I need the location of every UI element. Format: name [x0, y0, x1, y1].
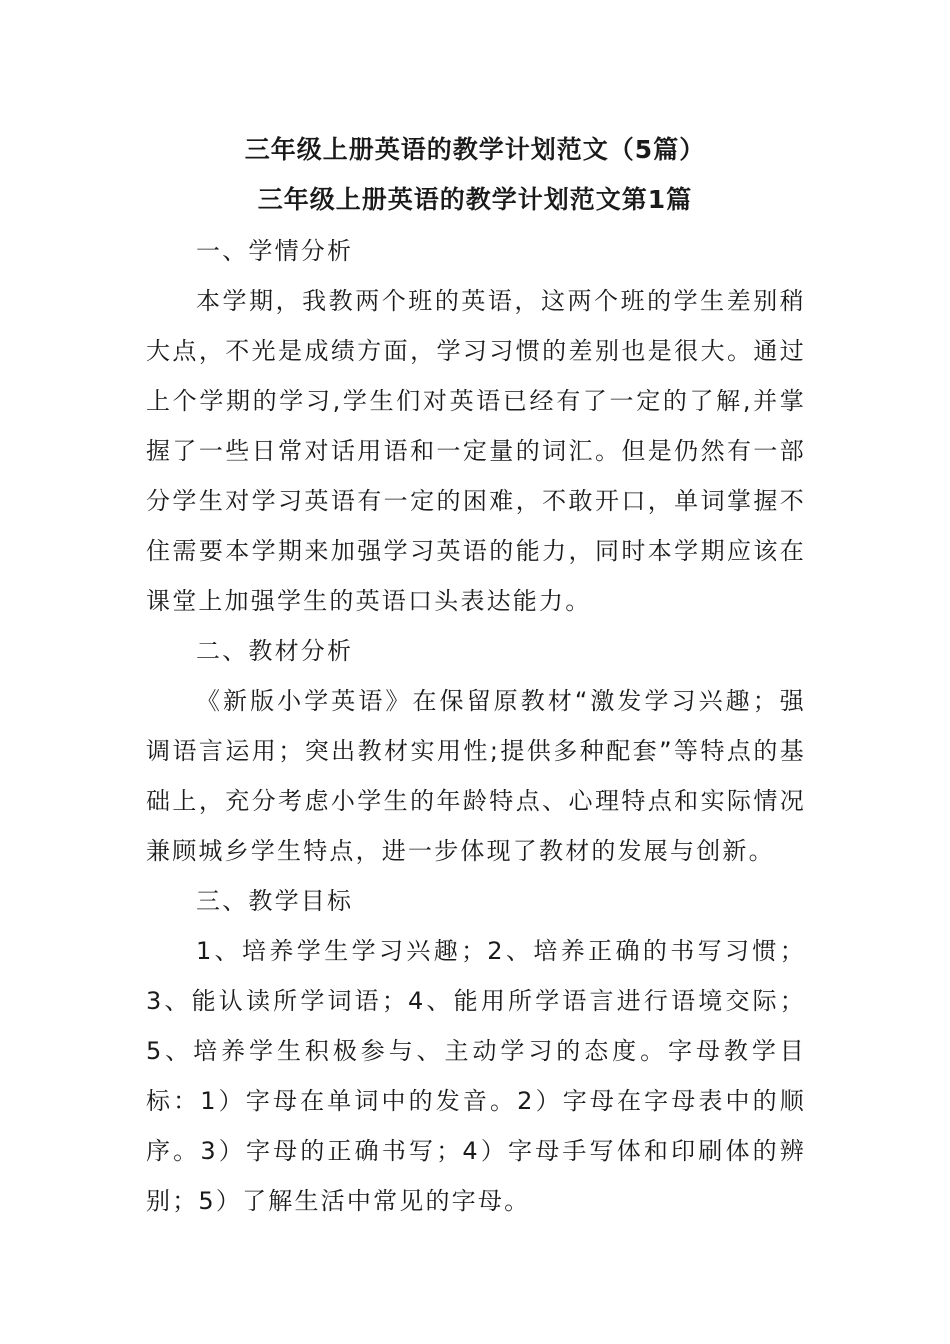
- section-heading-textbook-analysis: 二、教材分析: [196, 637, 354, 665]
- section-paragraph-textbook-analysis: 《新版小学英语》在保留原教材“激发学习兴趣；强调语言运用；突出教材实用性;提供多种配套”等特点的基础上，充分考虑小学生的年龄特点、心理特点和实际情况兼顾城乡学生特点，进一步体现了教材的发展与创新。: [146, 687, 806, 865]
- section-paragraph-learning-analysis: 本学期，我教两个班的英语，这两个班的学生差别稍大点，不光是成绩方面，学习习惯的差别也是很大。通过上个学期的学习,学生们对英语已经有了一定的了解,并掌握了一些日常对话用语和一定量的词汇。但是仍然有一部分学生对学习英语有一定的困难，不敢开口，单词掌握不住需要本学期来加强学习英语的能力，同时本学期应该在课堂上加强学生的英语口头表达能力。: [146, 287, 806, 615]
- section-paragraph-teaching-goals: 1、培养学生学习兴趣；2、培养正确的书写习惯；3、能认读所学词语；4、能用所学语言进行语境交际；5、培养学生积极参与、主动学习的态度。字母教学目标：1）字母在单词中的发音。2）字母在字母表中的顺序。3）字母的正确书写；4）字母手写体和印刷体的辨别；5）了解生活中常见的字母。: [146, 937, 806, 1215]
- section-heading-learning-analysis: 一、学情分析: [196, 237, 354, 265]
- document-subtitle: 三年级上册英语的教学计划范文第1篇: [257, 185, 693, 214]
- document-title: 三年级上册英语的教学计划范文（5篇）: [244, 135, 706, 164]
- section-heading-teaching-goals: 三、教学目标: [196, 887, 354, 915]
